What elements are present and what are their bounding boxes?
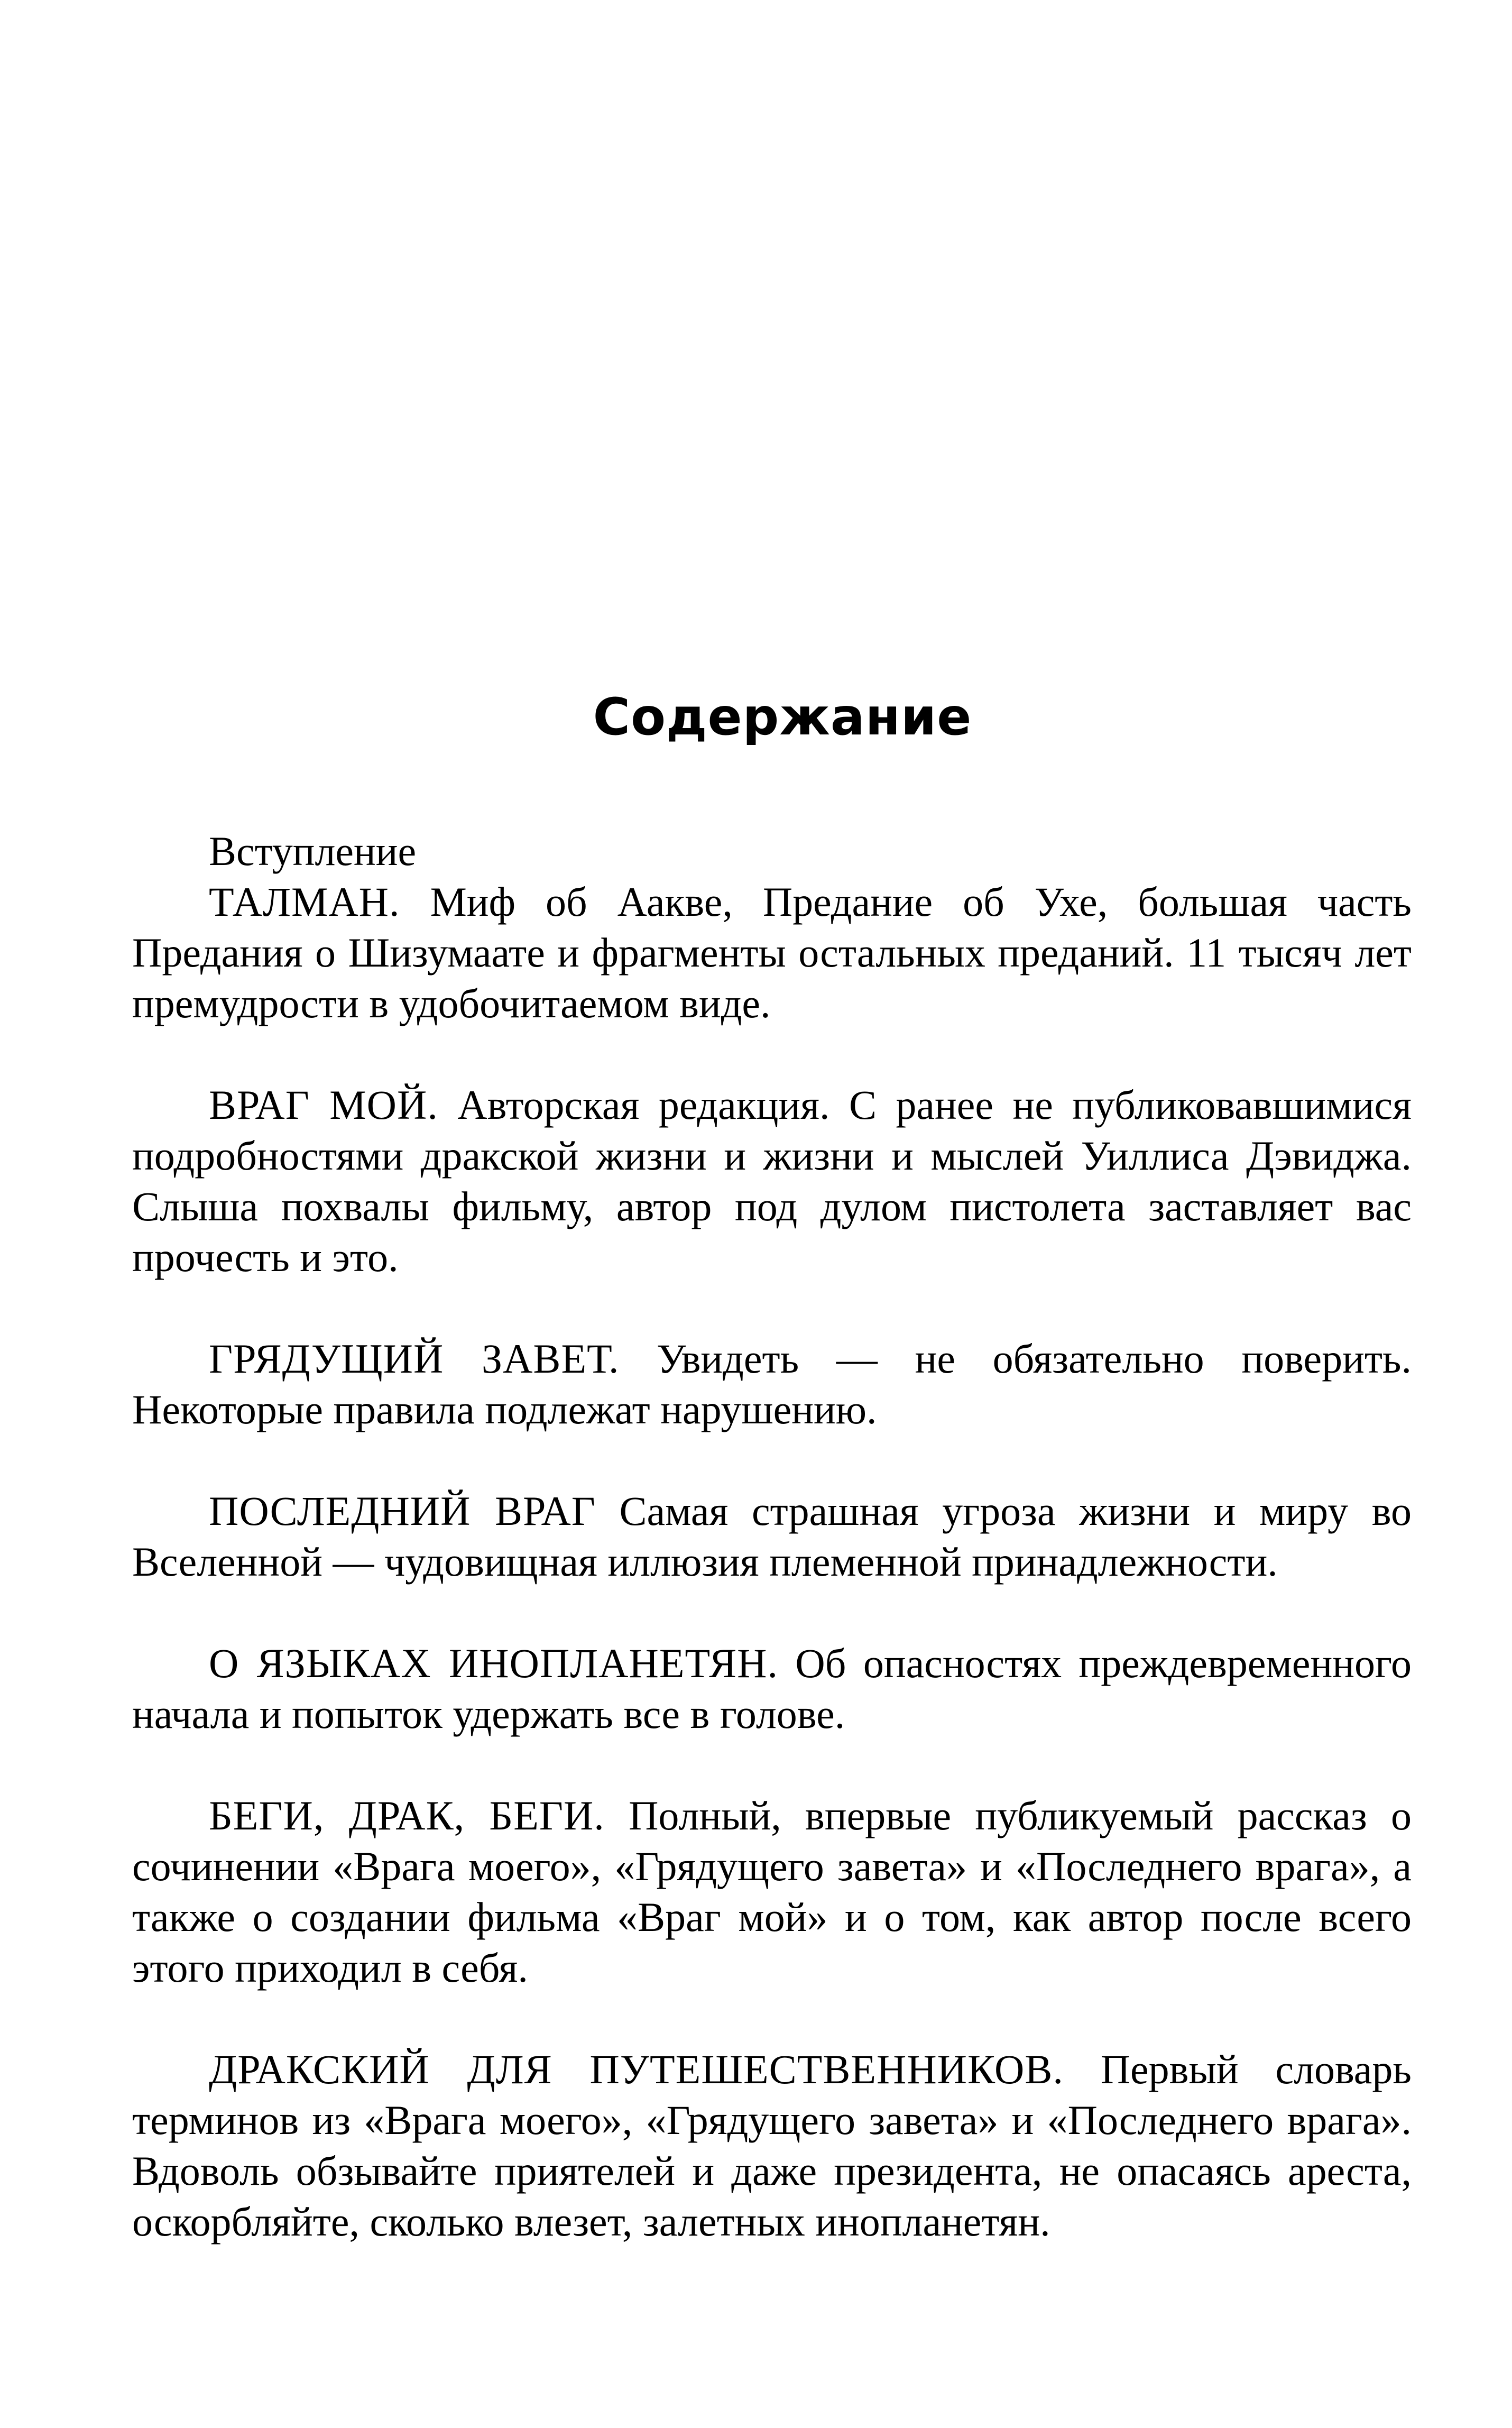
toc-entry-heading: БЕГИ, ДРАК, БЕГИ. [209,1792,605,1838]
toc-entry-talman [132,877,1412,1029]
toc-entry-text: Вступление [209,828,417,874]
toc-entry-heading: ДРАКСКИЙ ДЛЯ ПУТЕШЕСТВЕННИКОВ. [209,2046,1064,2092]
toc-entry-text: Полный, впервые публикуемый рассказ о сочинении «Врага моего», «Грядущего завета» и «Последнего врага», а также о создании фильма «Враг мой» и о том, как автор после всего этого приходил в себя. [132,1792,1412,1991]
toc-entry-text: Увидеть — не обязательно поверить. Некоторые правила подлежат нарушению. [132,1336,1412,1432]
toc-entry-text: Авторская редакция. С ранее не публиковавшимися подробностями дракской жизни и жизни и мыслей Уиллиса Дэвиджа. Слыша похвалы фильму, автор под дулом пистолета заставляет вас прочесть и это. [132,1082,1412,1280]
toc-entry-coming-testament [132,1333,1412,1435]
page-title: Содержание [593,687,972,747]
toc-page [132,687,1412,2247]
toc-entry-heading: ВРАГ МОЙ. [209,1082,438,1128]
toc-entry-heading: ПОСЛЕДНИЙ ВРАГ [209,1488,596,1534]
toc-entry-draco-for-travelers [132,2044,1412,2247]
toc-entry-text: Самая страшная угроза жизни и миру во Вселенной — чудовищная иллюзия племенной принадлежности. [132,1488,1412,1585]
toc-entry-heading: ТАЛМАН. [209,879,400,925]
toc-entry-text: Первый словарь терминов из «Врага моего», «Грядущего завета» и «Последнего врага». Вдоволь обзывайте приятелей и даже президента, не опасаясь ареста, оскорбляйте, сколько влезет, залетных инопланетян. [132,2046,1412,2245]
toc-entry-intro [132,826,1412,877]
toc-entry-run-drac-run [132,1790,1412,1993]
toc-entry-text: Об опасностях преждевременного начала и попыток удержать все в голове. [132,1640,1412,1737]
toc-entry-last-enemy [132,1486,1412,1587]
toc-entry-text: Миф об Аакве, Предание об Ухе, большая часть Предания о Шизумаате и фрагменты остальных преданий. 11 тысяч лет премудрости в удобочитаемом виде. [132,879,1412,1026]
toc-entry-enemy-mine [132,1080,1412,1283]
toc-entry-heading: О ЯЗЫКАХ ИНОПЛАНЕТЯН. [209,1640,779,1686]
toc-entry-alien-languages [132,1638,1412,1740]
toc-entry-heading: ГРЯДУЩИЙ ЗАВЕТ. [209,1336,620,1382]
